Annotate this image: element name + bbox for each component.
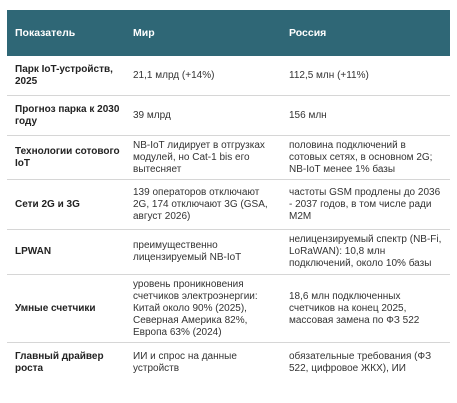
row-label: Парк IoT-устройств, 2025 xyxy=(15,63,113,87)
row-label: Сети 2G и 3G xyxy=(15,198,80,210)
russia-cell: 156 млн xyxy=(289,109,327,121)
world-cell: 39 млрд xyxy=(133,109,171,121)
header-russia: Россия xyxy=(289,27,327,39)
row-label: Прогноз парка к 2030 году xyxy=(15,103,120,127)
table-row xyxy=(7,96,450,136)
table-row xyxy=(7,180,450,230)
comparison-table xyxy=(7,10,450,383)
world-cell: ИИ и спрос на данные устройств xyxy=(133,351,237,374)
row-label: Технологии сотового IoT xyxy=(15,145,120,169)
russia-cell: 18,6 млн подключенных счетчиков на конец 2025, массовая замена по ФЗ 522 xyxy=(289,290,420,326)
header-world: Мир xyxy=(133,27,155,39)
table-row xyxy=(7,343,450,383)
russia-cell: частоты GSM продлены до 2036 - 2037 годов, в том числе ради M2M xyxy=(289,186,441,222)
table-row xyxy=(7,56,450,96)
table-header xyxy=(7,10,450,56)
table-row xyxy=(7,230,450,275)
row-label: Главный драйвер роста xyxy=(15,351,104,374)
russia-cell: нелицензируемый спектр (NB-Fi, LoRaWAN): 10,8 млн подключений, около 10% базы xyxy=(289,234,442,269)
world-cell: уровень проникновения счетчиков электроэнергии: Китай около 90% (2025), Северная Америка 82%, Европа 63% (2024) xyxy=(133,278,258,338)
header-indicator: Показатель xyxy=(15,27,76,39)
table-row xyxy=(7,136,450,180)
world-cell: 139 операторов отключают 2G, 174 отключают 3G (GSA, август 2026) xyxy=(133,186,268,222)
world-cell: NB-IoT лидирует в отгрузках модулей, но Cat-1 bis его вытесняет xyxy=(133,139,265,175)
russia-cell: обязательные требования (ФЗ 522, цифровое ЖКХ), ИИ xyxy=(289,351,432,374)
table-row xyxy=(7,275,450,343)
row-label: LPWAN xyxy=(15,246,52,257)
russia-cell: 112,5 млн (+11%) xyxy=(289,69,369,81)
world-cell: 21,1 млрд (+14%) xyxy=(133,69,215,81)
world-cell: преимущественно лицензируемый NB-IoT xyxy=(133,240,242,263)
russia-cell: половина подключений в сотовых сетях, в основном 2G; NB-IoT менее 1% базы xyxy=(289,139,433,175)
row-label: Умные счетчики xyxy=(15,302,96,314)
